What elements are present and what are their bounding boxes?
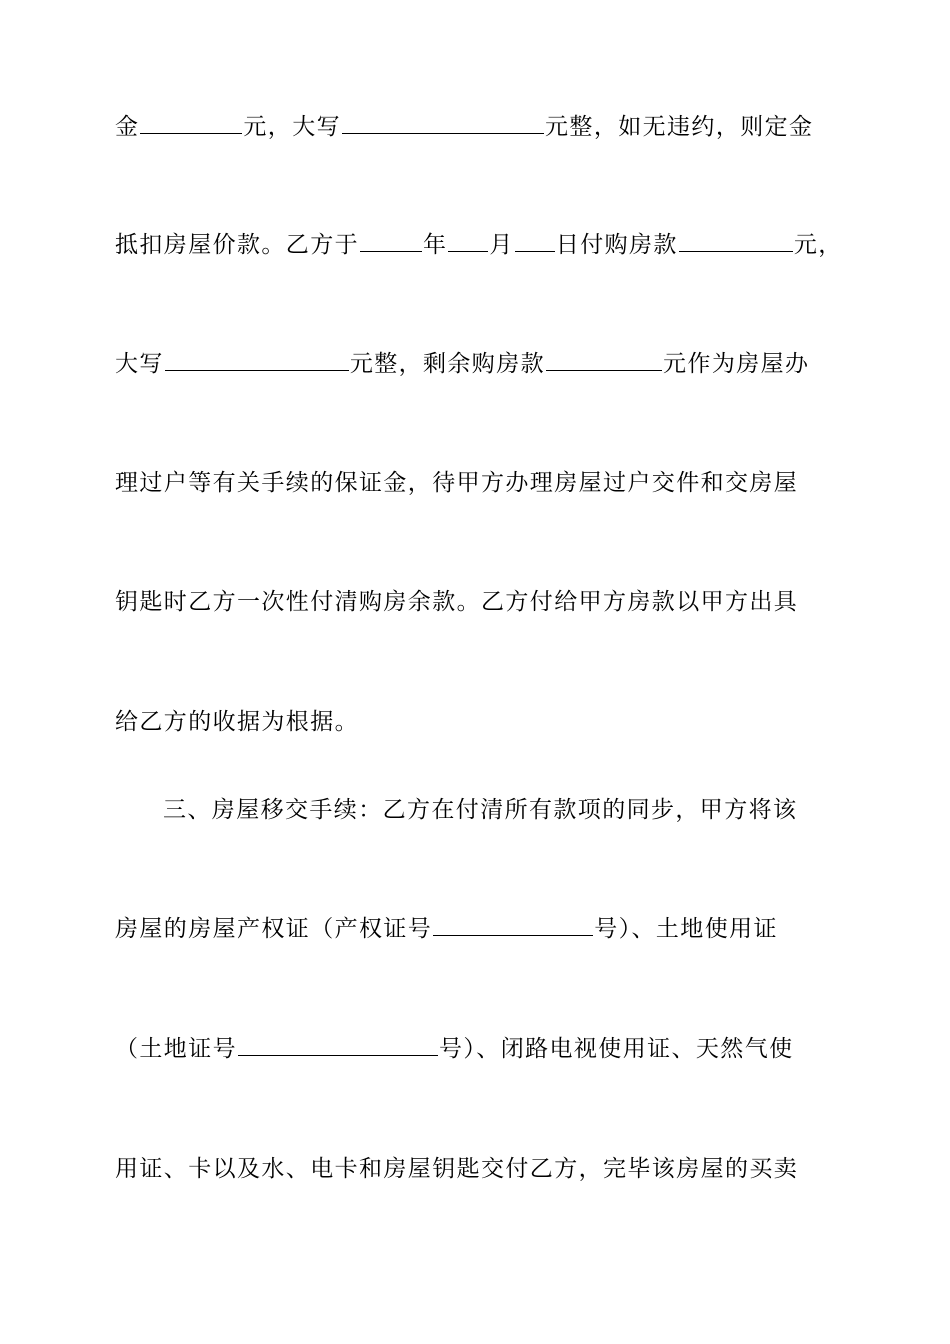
text-segment: 日付购房款: [555, 232, 678, 258]
fill-in-blank[interactable]: [140, 111, 242, 134]
text-line-5: 钥匙时乙方一次性付清购房余款。乙方付给甲方房款以甲方出具: [115, 589, 799, 615]
text-segment: 月: [489, 232, 514, 258]
text-segment: 金: [115, 114, 140, 140]
fill-in-blank[interactable]: [448, 229, 488, 252]
text-segment: 大写: [115, 351, 164, 377]
text-segment: 元，大写: [243, 114, 342, 140]
fill-in-blank[interactable]: [679, 229, 793, 252]
text-segment: 房屋的房屋产权证（产权证号: [115, 916, 433, 942]
text-segment: 抵扣房屋价款。乙方于: [115, 232, 359, 258]
text-line-8: [115, 912, 835, 946]
text-segment: 元，: [793, 232, 843, 258]
text-segment: 元作为房屋办: [663, 351, 810, 377]
fill-in-blank[interactable]: [238, 1033, 438, 1056]
text-segment: 元整，如无违约，则定金: [545, 114, 814, 140]
fill-in-blank[interactable]: [342, 111, 544, 134]
fill-in-blank[interactable]: [515, 229, 555, 252]
text-line-3: [115, 347, 835, 381]
text-line-10: 用证、卡以及水、电卡和房屋钥匙交付乙方，完毕该房屋的买卖: [115, 1156, 799, 1182]
fill-in-blank[interactable]: [165, 348, 349, 371]
text-line-4: 理过户等有关手续的保证金，待甲方办理房屋过户交件和交房屋: [115, 470, 799, 496]
text-segment: （土地证号: [115, 1036, 237, 1062]
text-line-2: [115, 228, 843, 262]
text-segment: 元整，剩余购房款: [349, 351, 546, 377]
text-segment: 年: [423, 232, 448, 258]
text-line-1: [115, 110, 835, 144]
text-line-6: 给乙方的收据为根据。: [115, 709, 359, 735]
fill-in-blank[interactable]: [433, 913, 593, 936]
section-heading-line: 三、房屋移交手续：乙方在付清所有款项的同步，甲方将该: [163, 797, 798, 823]
fill-in-blank[interactable]: [360, 229, 422, 252]
fill-in-blank[interactable]: [546, 348, 662, 371]
text-segment: 号）、土地使用证: [594, 916, 778, 942]
text-segment: 号）、闭路电视使用证、天然气使: [439, 1036, 794, 1062]
text-line-9: [115, 1032, 835, 1066]
